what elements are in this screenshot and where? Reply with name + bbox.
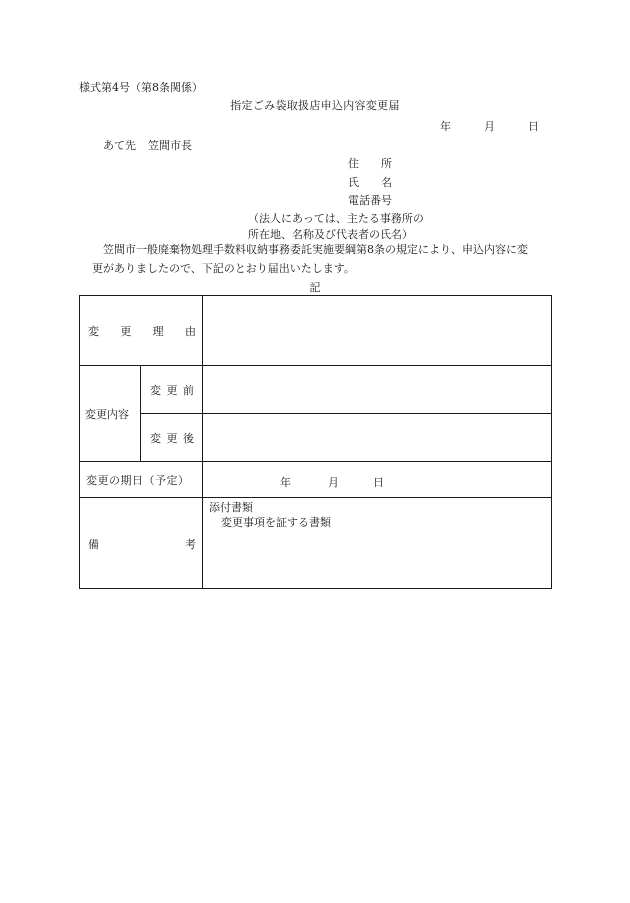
after-change-field[interactable]	[203, 414, 552, 461]
change-date-day-unit: 日	[373, 476, 384, 489]
corporate-note-line1: （法人にあっては、主たる事務所の	[248, 212, 424, 225]
submission-date	[440, 120, 539, 134]
change-date-label: 変更の期日（予定）	[86, 473, 190, 487]
body-text-line2: 更がありましたので、下記のとおり届出いたします。	[92, 262, 355, 275]
remarks-field[interactable]	[209, 500, 331, 530]
date-day-unit: 日	[528, 120, 539, 133]
after-change-label: 変 更 後	[150, 431, 194, 445]
applicant-address-label: 住 所	[348, 157, 392, 170]
addressee-prefix: あて先	[103, 139, 136, 152]
applicant-name-label: 氏 名	[348, 176, 392, 189]
corporate-note-line2: 所在地、名称及び代表者の氏名）	[248, 228, 413, 241]
remarks-label: 備 考	[88, 537, 196, 551]
before-change-label: 変 更 前	[150, 383, 194, 397]
change-date-year-unit: 年	[280, 476, 291, 489]
remarks-attachments-item: 変更事項を証する書類	[221, 516, 331, 529]
date-year-unit: 年	[440, 120, 451, 133]
addressee	[103, 139, 192, 153]
date-month-unit: 月	[484, 120, 495, 133]
before-change-field[interactable]	[203, 366, 552, 413]
change-reason-field[interactable]	[203, 296, 552, 365]
applicant-phone-label: 電話番号	[348, 194, 392, 207]
ki-heading: 記	[309, 281, 321, 294]
remarks-attachments-heading: 添付書類	[209, 501, 253, 514]
addressee-name: 笠間市長	[148, 139, 192, 152]
change-date-month-unit: 月	[328, 476, 339, 489]
body-text-line1: 笠間市一般廃棄物処理手数料収納事務委託実施要綱第8条の規定により、申込内容に変	[103, 243, 528, 256]
document-title: 指定ごみ袋取扱店申込内容変更届	[230, 99, 400, 112]
change-reason-label: 変 更 理 由	[88, 324, 196, 338]
notification-form-table	[79, 295, 552, 589]
form-number: 様式第4号（第8条関係）	[79, 81, 203, 94]
change-content-label: 変更内容	[85, 407, 129, 421]
